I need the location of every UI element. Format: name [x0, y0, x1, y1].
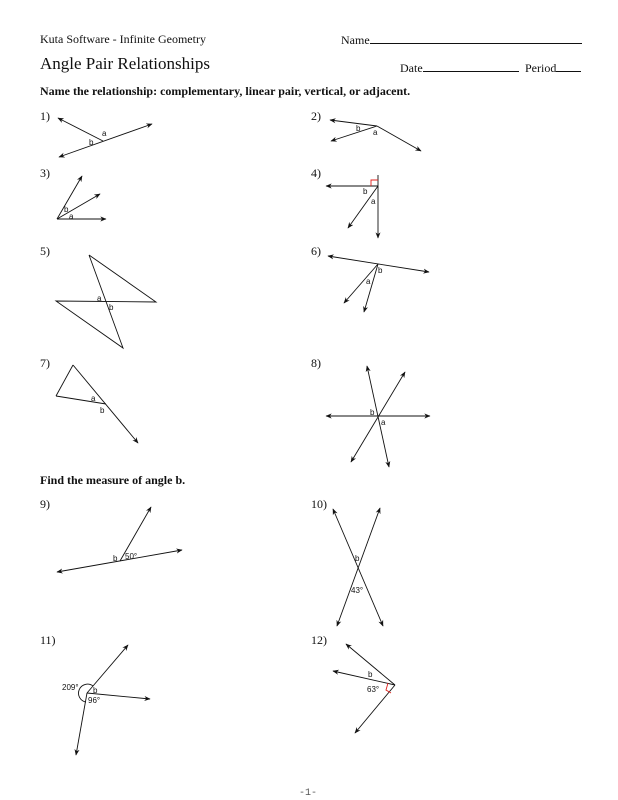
angle-label: a [91, 394, 96, 403]
line [351, 372, 405, 462]
ray [364, 264, 378, 312]
problem-9-figure [57, 507, 182, 572]
angle-label: b [363, 187, 368, 196]
problem-10-figure [333, 508, 383, 626]
problem-7-number: 7) [40, 356, 50, 370]
ray [330, 120, 377, 126]
period-label: Period [525, 61, 557, 75]
segment [56, 365, 73, 396]
segment [56, 396, 106, 404]
problem-6-number: 6) [311, 244, 321, 258]
angle-label: a [102, 129, 107, 138]
section-1-instruction: Name the relationship: complementary, linear pair, vertical, or adjacent. [40, 84, 411, 98]
angle-label: b [355, 554, 360, 563]
line [337, 508, 380, 626]
angle-label: 50° [125, 552, 138, 561]
problem-4-number: 4) [311, 166, 321, 180]
angle-label: a [366, 277, 371, 286]
ray [377, 126, 421, 151]
worksheet-title: Angle Pair Relationships [40, 54, 210, 73]
angle-label: b [368, 670, 373, 679]
date-label: Date [400, 61, 423, 75]
angle-label: b [356, 124, 361, 133]
angle-label: b [109, 303, 114, 312]
angle-label: b [93, 686, 98, 695]
ray [333, 671, 395, 685]
angle-label: a [371, 197, 376, 206]
angle-label: a [381, 418, 386, 427]
ray [58, 118, 103, 141]
problem-12-number: 12) [311, 633, 327, 647]
angle-label: a [97, 294, 102, 303]
page-number: -1- [299, 788, 318, 799]
publisher-label: Kuta Software - Infinite Geometry [40, 32, 206, 46]
angle-label: a [69, 212, 74, 221]
problem-8-figure [326, 366, 430, 467]
problem-4-figure [326, 175, 378, 238]
angle-label: b [370, 408, 375, 417]
problem-2-number: 2) [311, 109, 321, 123]
problem-5-number: 5) [40, 244, 50, 258]
problem-8-number: 8) [311, 356, 321, 370]
section-2-instruction: Find the measure of angle b. [40, 473, 186, 487]
angle-label: b [64, 205, 69, 214]
problem-12-figure [333, 644, 395, 733]
right-angle-marker [371, 180, 378, 186]
problem-11-number: 11) [40, 633, 56, 647]
angle-label: 96° [88, 696, 101, 705]
bowtie-shape [56, 255, 156, 348]
angle-label: b [113, 554, 118, 563]
angle-label: b [378, 266, 383, 275]
ray [331, 126, 377, 141]
problem-10-number: 10) [311, 497, 327, 511]
problem-5-figure [56, 255, 156, 348]
angle-label: b [100, 406, 105, 415]
problem-1-number: 1) [40, 109, 50, 123]
angle-label: b [89, 138, 94, 147]
right-angle-marker [386, 683, 391, 693]
problem-3-number: 3) [40, 166, 50, 180]
problem-9-number: 9) [40, 497, 50, 511]
name-label: Name [341, 33, 370, 47]
angle-label: 63° [367, 685, 380, 694]
line [57, 550, 182, 572]
ray [344, 264, 378, 303]
problem-7-figure [56, 365, 138, 443]
problem-6-figure [328, 256, 429, 312]
angle-label: 209° [62, 683, 79, 692]
angle-label: 43° [351, 586, 364, 595]
ray [73, 365, 138, 443]
angle-label: a [373, 128, 378, 137]
